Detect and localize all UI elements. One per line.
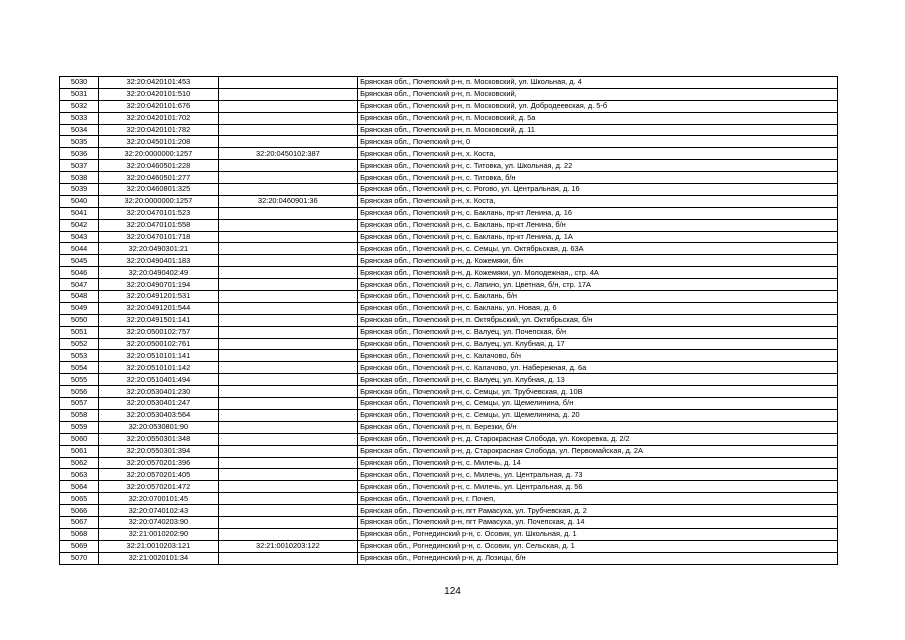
table-row	[60, 516, 838, 528]
row-number-cell: 5041	[60, 207, 99, 219]
row-number-cell: 5039	[60, 184, 99, 196]
row-number-cell: 5043	[60, 231, 99, 243]
row-number-cell: 5035	[60, 136, 99, 148]
address-cell: Брянская обл., Почепский р-н, с. Милечь, д. 14	[358, 457, 838, 469]
cadastral-number-cell: 32:21:0010202:90	[99, 528, 218, 540]
row-number-cell: 5049	[60, 302, 99, 314]
cadastral-number-cell: 32:20:0460501:277	[99, 172, 218, 184]
row-number-cell: 5040	[60, 195, 99, 207]
row-number-cell: 5031	[60, 88, 99, 100]
table-row	[60, 100, 838, 112]
table-row	[60, 124, 838, 136]
row-number-cell: 5052	[60, 338, 99, 350]
cadastral-number-cell: 32:20:0500102:757	[99, 326, 218, 338]
table-row	[60, 267, 838, 279]
table-row	[60, 552, 838, 564]
linked-cadastral-number-cell	[218, 302, 358, 314]
row-number-cell: 5060	[60, 433, 99, 445]
linked-cadastral-number-cell	[218, 362, 358, 374]
table-row	[60, 350, 838, 362]
row-number-cell: 5036	[60, 148, 99, 160]
linked-cadastral-number-cell	[218, 469, 358, 481]
row-number-cell: 5038	[60, 172, 99, 184]
row-number-cell: 5048	[60, 291, 99, 303]
address-cell: Брянская обл., Почепский р-н, п. Московский, ул. Добродеевская, д. 5-б	[358, 100, 838, 112]
row-number-cell: 5059	[60, 421, 99, 433]
linked-cadastral-number-cell	[218, 338, 358, 350]
linked-cadastral-number-cell	[218, 326, 358, 338]
row-number-cell: 5062	[60, 457, 99, 469]
table-row	[60, 302, 838, 314]
address-cell: Брянская обл., Почепский р-н, д. Старокрасная Слобода, ул. Первомайская, д. 2А	[358, 445, 838, 457]
cadastral-number-cell: 32:20:0490401:183	[99, 255, 218, 267]
table-row	[60, 493, 838, 505]
linked-cadastral-number-cell	[218, 255, 358, 267]
cadastral-number-cell: 32:20:0491501:141	[99, 314, 218, 326]
row-number-cell: 5055	[60, 374, 99, 386]
linked-cadastral-number-cell: 32:21:0010203:122	[218, 540, 358, 552]
address-cell: Брянская обл., Почепский р-н, с. Баклань, пр-кт Ленина, д. 16	[358, 207, 838, 219]
row-number-cell: 5070	[60, 552, 99, 564]
table-row	[60, 398, 838, 410]
row-number-cell: 5037	[60, 160, 99, 172]
table-row	[60, 481, 838, 493]
table-row	[60, 255, 838, 267]
linked-cadastral-number-cell	[218, 291, 358, 303]
address-cell: Брянская обл., Почепский р-н, с. Калачово, ул. Набережная, д. 6а	[358, 362, 838, 374]
address-cell: Брянская обл., Почепский р-н, п. Октябрьский, ул. Октябрьская, б/н	[358, 314, 838, 326]
linked-cadastral-number-cell	[218, 88, 358, 100]
address-cell: Брянская обл., Почепский р-н, с. Лапино, ул. Цветная, б/н, стр. 17А	[358, 279, 838, 291]
cadastral-number-cell: 32:20:0470101:718	[99, 231, 218, 243]
cadastral-number-cell: 32:20:0500102:761	[99, 338, 218, 350]
table-row	[60, 207, 838, 219]
cadastral-number-cell: 32:20:0570201:405	[99, 469, 218, 481]
page-number: 124	[444, 586, 461, 597]
row-number-cell: 5047	[60, 279, 99, 291]
row-number-cell: 5058	[60, 409, 99, 421]
row-number-cell: 5057	[60, 398, 99, 410]
cadastral-number-cell: 32:20:0470101:523	[99, 207, 218, 219]
cadastral-number-cell: 32:20:0420101:702	[99, 112, 218, 124]
linked-cadastral-number-cell	[218, 160, 358, 172]
address-cell: Брянская обл., Почепский р-н, д. Кожемяки, ул. Молодежная,, стр. 4А	[358, 267, 838, 279]
cadastral-number-cell: 32:20:0550301:348	[99, 433, 218, 445]
table-row	[60, 421, 838, 433]
address-cell: Брянская обл., Почепский р-н, д. Кожемяки, б/н	[358, 255, 838, 267]
address-cell: Брянская обл., Почепский р-н, с. Баклань, пр-кт Ленина, б/н	[358, 219, 838, 231]
address-cell: Брянская обл., Почепский р-н, с. Баклань, ул. Новая, д. 6	[358, 302, 838, 314]
table-body	[60, 77, 838, 565]
table-row	[60, 469, 838, 481]
table-row	[60, 540, 838, 552]
row-number-cell: 5053	[60, 350, 99, 362]
address-cell: Брянская обл., Почепский р-н, г. Почеп,	[358, 493, 838, 505]
table-row	[60, 433, 838, 445]
row-number-cell: 5044	[60, 243, 99, 255]
cadastral-number-cell: 32:20:0460501:228	[99, 160, 218, 172]
linked-cadastral-number-cell	[218, 493, 358, 505]
cadastral-number-cell: 32:20:0550301:394	[99, 445, 218, 457]
linked-cadastral-number-cell	[218, 100, 358, 112]
table-row	[60, 160, 838, 172]
address-cell: Брянская обл., Почепский р-н, х. Коста,	[358, 148, 838, 160]
address-cell: Брянская обл., Почепский р-н, д. Старокрасная Слобода, ул. Кокоревка, д. 2/2	[358, 433, 838, 445]
linked-cadastral-number-cell	[218, 77, 358, 89]
linked-cadastral-number-cell	[218, 243, 358, 255]
table-row	[60, 243, 838, 255]
linked-cadastral-number-cell	[218, 279, 358, 291]
address-cell: Брянская обл., Почепский р-н, с. Милечь, ул. Центральная, д. 56	[358, 481, 838, 493]
table-row	[60, 184, 838, 196]
linked-cadastral-number-cell	[218, 516, 358, 528]
row-number-cell: 5067	[60, 516, 99, 528]
cadastral-number-cell: 32:20:0530403:564	[99, 409, 218, 421]
table-row	[60, 338, 838, 350]
table-row	[60, 77, 838, 89]
address-cell: Брянская обл., Почепский р-н, пгт Рамасуха, ул. Почепская, д. 14	[358, 516, 838, 528]
row-number-cell: 5030	[60, 77, 99, 89]
cadastral-number-cell: 32:20:0530401:247	[99, 398, 218, 410]
linked-cadastral-number-cell: 32:20:0450102:387	[218, 148, 358, 160]
document-table	[59, 76, 838, 565]
address-cell: Брянская обл., Почепский р-н, п. Московский, д. 5а	[358, 112, 838, 124]
address-cell: Брянская обл., Почепский р-н, с. Баклань, пр-кт Ленина, д. 1А	[358, 231, 838, 243]
table-row	[60, 172, 838, 184]
address-cell: Брянская обл., Почепский р-н, 0	[358, 136, 838, 148]
table-row	[60, 219, 838, 231]
address-cell: Брянская обл., Почепский р-н, с. Семцы, ул. Трубчевская, д. 10В	[358, 386, 838, 398]
address-cell: Брянская обл., Почепский р-н, х. Коста,	[358, 195, 838, 207]
linked-cadastral-number-cell	[218, 267, 358, 279]
row-number-cell: 5046	[60, 267, 99, 279]
linked-cadastral-number-cell	[218, 219, 358, 231]
cadastral-number-cell: 32:20:0530401:230	[99, 386, 218, 398]
linked-cadastral-number-cell	[218, 314, 358, 326]
address-cell: Брянская обл., Почепский р-н, с. Валуец, ул. Клубная, д. 17	[358, 338, 838, 350]
address-cell: Брянская обл., Почепский р-н, п. Березки, б/н	[358, 421, 838, 433]
address-cell: Брянская обл., Почепский р-н, с. Калачово, б/н	[358, 350, 838, 362]
row-number-cell: 5034	[60, 124, 99, 136]
cadastral-number-cell: 32:20:0420101:782	[99, 124, 218, 136]
cadastral-number-cell: 32:20:0740102:43	[99, 505, 218, 517]
cadastral-number-cell: 32:20:0491201:544	[99, 302, 218, 314]
row-number-cell: 5032	[60, 100, 99, 112]
table-row	[60, 374, 838, 386]
row-number-cell: 5069	[60, 540, 99, 552]
cadastral-number-cell: 32:20:0510401:494	[99, 374, 218, 386]
cadastral-number-cell: 32:20:0470101:558	[99, 219, 218, 231]
row-number-cell: 5050	[60, 314, 99, 326]
linked-cadastral-number-cell	[218, 505, 358, 517]
table-row	[60, 136, 838, 148]
table-row	[60, 314, 838, 326]
table-row	[60, 231, 838, 243]
row-number-cell: 5061	[60, 445, 99, 457]
cadastral-number-cell: 32:21:0010203:121	[99, 540, 218, 552]
cadastral-number-cell: 32:20:0491201:531	[99, 291, 218, 303]
table-row	[60, 386, 838, 398]
cadastral-number-cell: 32:20:0740203:90	[99, 516, 218, 528]
table-row	[60, 505, 838, 517]
table-row	[60, 112, 838, 124]
table-row	[60, 88, 838, 100]
linked-cadastral-number-cell	[218, 398, 358, 410]
cadastral-number-cell: 32:20:0700101:45	[99, 493, 218, 505]
cadastral-number-cell: 32:20:0420101:510	[99, 88, 218, 100]
table-row	[60, 409, 838, 421]
cadastral-number-cell: 32:20:0490402:49	[99, 267, 218, 279]
table-row	[60, 279, 838, 291]
linked-cadastral-number-cell	[218, 481, 358, 493]
row-number-cell: 5064	[60, 481, 99, 493]
table-row	[60, 445, 838, 457]
linked-cadastral-number-cell	[218, 207, 358, 219]
row-number-cell: 5065	[60, 493, 99, 505]
row-number-cell: 5042	[60, 219, 99, 231]
address-cell: Брянская обл., Почепский р-н, с. Семцы, ул. Щемелинина, д. 20	[358, 409, 838, 421]
linked-cadastral-number-cell	[218, 552, 358, 564]
row-number-cell: 5066	[60, 505, 99, 517]
table-row	[60, 528, 838, 540]
linked-cadastral-number-cell	[218, 433, 358, 445]
row-number-cell: 5045	[60, 255, 99, 267]
cadastral-number-cell: 32:20:0510101:142	[99, 362, 218, 374]
address-cell: Брянская обл., Почепский р-н, п. Московский,	[358, 88, 838, 100]
cadastral-number-cell: 32:20:0420101:676	[99, 100, 218, 112]
address-cell: Брянская обл., Почепский р-н, с. Семцы, ул. Октябрьская, д. 63А	[358, 243, 838, 255]
address-cell: Брянская обл., Рогнединский р-н, с. Осовик, ул. Сельская, д. 1	[358, 540, 838, 552]
address-cell: Брянская обл., Почепский р-н, с. Баклань, б/н	[358, 291, 838, 303]
linked-cadastral-number-cell	[218, 409, 358, 421]
cadastral-number-cell: 32:20:0450101:208	[99, 136, 218, 148]
address-cell: Брянская обл., Почепский р-н, п. Московский, д. 11	[358, 124, 838, 136]
cadastral-number-cell: 32:20:0490301:21	[99, 243, 218, 255]
cadastral-number-cell: 32:20:0000000:1257	[99, 195, 218, 207]
linked-cadastral-number-cell: 32:20:0460901:36	[218, 195, 358, 207]
linked-cadastral-number-cell	[218, 172, 358, 184]
address-cell: Брянская обл., Почепский р-н, с. Валуец, ул. Почепская, б/н	[358, 326, 838, 338]
address-cell: Брянская обл., Рогнединский р-н, д. Лозицы, б/н	[358, 552, 838, 564]
address-cell: Брянская обл., Почепский р-н, пгт Рамасуха, ул. Трубчевская, д. 2	[358, 505, 838, 517]
linked-cadastral-number-cell	[218, 231, 358, 243]
linked-cadastral-number-cell	[218, 421, 358, 433]
row-number-cell: 5033	[60, 112, 99, 124]
linked-cadastral-number-cell	[218, 386, 358, 398]
cadastral-number-cell: 32:20:0570201:472	[99, 481, 218, 493]
table-row	[60, 326, 838, 338]
row-number-cell: 5056	[60, 386, 99, 398]
cadastral-number-cell: 32:20:0510101:141	[99, 350, 218, 362]
linked-cadastral-number-cell	[218, 136, 358, 148]
address-cell: Брянская обл., Рогнединский р-н, с. Осовик, ул. Школьная, д. 1	[358, 528, 838, 540]
address-cell: Брянская обл., Почепский р-н, с. Титовка, ул. Школьная, д. 22	[358, 160, 838, 172]
linked-cadastral-number-cell	[218, 457, 358, 469]
row-number-cell: 5063	[60, 469, 99, 481]
cadastral-number-cell: 32:20:0420101:453	[99, 77, 218, 89]
linked-cadastral-number-cell	[218, 350, 358, 362]
cadastral-number-cell: 32:21:0020101:34	[99, 552, 218, 564]
linked-cadastral-number-cell	[218, 184, 358, 196]
row-number-cell: 5054	[60, 362, 99, 374]
table-row	[60, 291, 838, 303]
cadastral-number-cell: 32:20:0000000:1257	[99, 148, 218, 160]
address-cell: Брянская обл., Почепский р-н, с. Валуец, ул. Клубная, д. 13	[358, 374, 838, 386]
linked-cadastral-number-cell	[218, 374, 358, 386]
linked-cadastral-number-cell	[218, 445, 358, 457]
row-number-cell: 5051	[60, 326, 99, 338]
cadastral-number-cell: 32:20:0530801:90	[99, 421, 218, 433]
table-row	[60, 362, 838, 374]
cadastral-number-cell: 32:20:0490701:194	[99, 279, 218, 291]
address-cell: Брянская обл., Почепский р-н, с. Титовка, б/н	[358, 172, 838, 184]
cadastral-number-cell: 32:20:0460801:325	[99, 184, 218, 196]
cadastral-number-cell: 32:20:0570201:396	[99, 457, 218, 469]
table-row	[60, 148, 838, 160]
linked-cadastral-number-cell	[218, 124, 358, 136]
table-row	[60, 457, 838, 469]
address-cell: Брянская обл., Почепский р-н, п. Московский, ул. Школьная, д. 4	[358, 77, 838, 89]
linked-cadastral-number-cell	[218, 528, 358, 540]
table-row	[60, 195, 838, 207]
row-number-cell: 5068	[60, 528, 99, 540]
address-cell: Брянская обл., Почепский р-н, с. Рогово, ул. Центральная, д. 16	[358, 184, 838, 196]
address-cell: Брянская обл., Почепский р-н, с. Милечь, ул. Центральная, д. 73	[358, 469, 838, 481]
address-cell: Брянская обл., Почепский р-н, с. Семцы, ул. Щемелинина, б/н	[358, 398, 838, 410]
linked-cadastral-number-cell	[218, 112, 358, 124]
